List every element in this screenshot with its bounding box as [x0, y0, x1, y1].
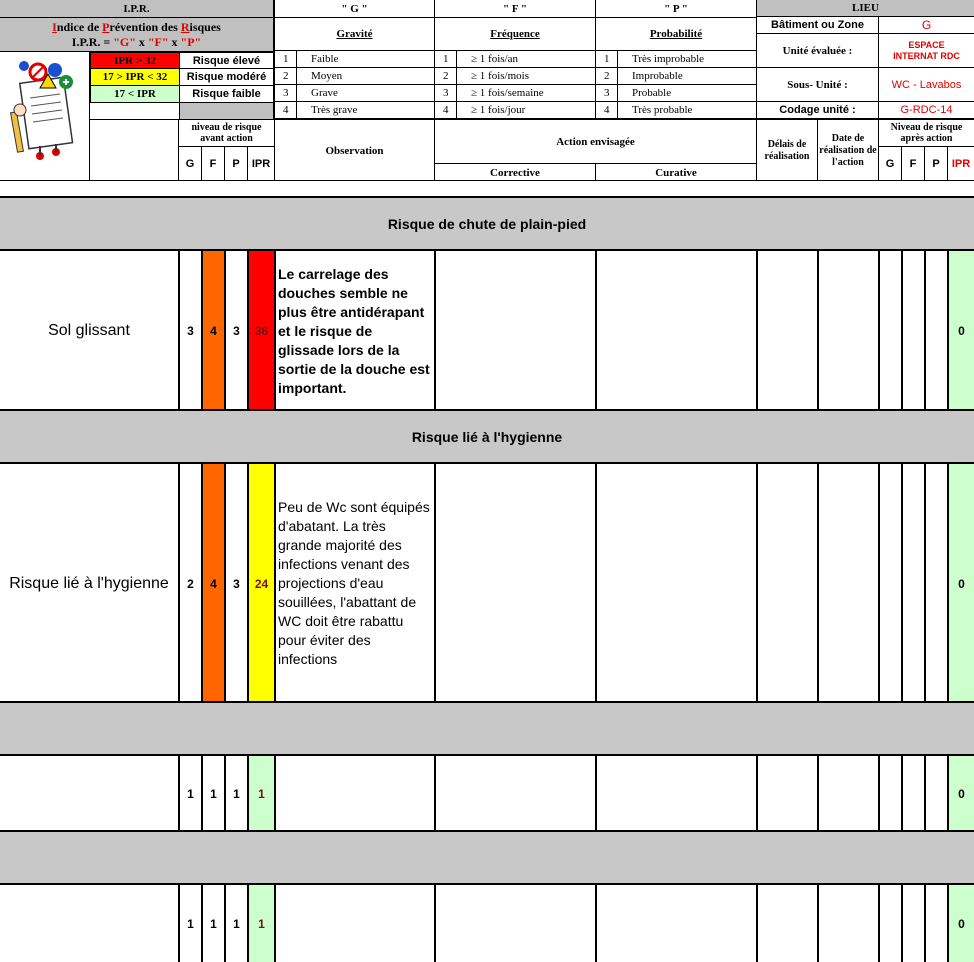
ipr-formula: I.P.R. = "G" x "F" x "P" — [71, 35, 202, 49]
ipr-title: I.P.R. — [0, 0, 274, 18]
score-p: 3 — [233, 576, 240, 591]
scale-description: Faible — [311, 53, 339, 65]
legend-label-low: Risque faible — [179, 85, 274, 103]
score-f: 4 — [210, 576, 217, 591]
sous-unite-value: WC - Lavabos — [878, 68, 974, 102]
lieu-title: LIEU — [756, 0, 974, 17]
codage-label: Codage unité : — [756, 102, 878, 119]
score-g: 1 — [187, 916, 194, 931]
scale-description: Improbable — [632, 70, 683, 82]
cell-g — [178, 464, 201, 703]
scale-gravite-row — [274, 51, 434, 68]
observation-text: Le carrelage des douches semble ne plus être antidérapant et le risque de glissade lors de la sortie de la douche est important. — [278, 265, 430, 396]
cell-ipr2 — [947, 885, 974, 962]
col-p-after: P — [924, 147, 947, 181]
unite-value: ESPACE INTERNAT RDC — [878, 34, 974, 68]
score-f: 1 — [210, 916, 217, 931]
section-header: Risque de chute de plain-pied — [0, 196, 974, 249]
sous-unite-label: Sous- Unité : — [756, 68, 878, 102]
ipr-description — [0, 18, 274, 52]
cell-p — [224, 464, 247, 703]
scale-gravite-row — [274, 85, 434, 102]
cell-delais — [756, 251, 817, 411]
unite-label: Unité évaluée : — [756, 34, 878, 68]
score-ipr: 24 — [254, 576, 269, 591]
cell-ipr2 — [947, 251, 974, 411]
cell-g2 — [878, 251, 901, 411]
score-ipr: 1 — [258, 787, 265, 801]
cell-ipr — [247, 885, 274, 962]
scale-level: 3 — [275, 85, 297, 101]
legend-range-low: 17 < IPR — [90, 85, 180, 103]
scale-level: 3 — [596, 85, 618, 101]
scale-gravite-row — [274, 68, 434, 85]
cell-curative — [595, 464, 756, 703]
cell-observation — [274, 885, 434, 962]
score-g: 2 — [187, 576, 194, 591]
scale-frequence-title: Fréquence — [434, 18, 595, 51]
cell-g2 — [878, 756, 901, 832]
col-corrective: Corrective — [434, 164, 595, 181]
scale-frequence-row — [434, 102, 595, 119]
cell-g — [178, 251, 201, 411]
cell-delais — [756, 756, 817, 832]
cell-observation — [274, 464, 434, 703]
scale-level: 1 — [435, 51, 457, 67]
cell-ipr — [247, 756, 274, 832]
cell-p2 — [924, 251, 947, 411]
ipr-legend — [90, 52, 274, 120]
col-date: Date de réalisation de l'action — [817, 120, 878, 181]
cell-f — [201, 464, 224, 703]
scale-description: ≥ 1 fois/semaine — [471, 87, 544, 99]
scale-frequence-row — [434, 68, 595, 85]
col-ipr: IPR — [247, 147, 274, 181]
observation-text: Peu de Wc sont équipés d'abatant. La très grande majorité des infections venant des projections d'eau souillées, l'abattant de WC doit être rabattu pour éviter des infections — [278, 499, 430, 667]
col-observation: Observation — [274, 120, 434, 181]
cell-g — [178, 756, 201, 832]
table-row — [0, 249, 974, 409]
scale-level: 1 — [596, 51, 618, 67]
score-ipr-after: 0 — [958, 916, 965, 931]
scale-probabilite-row — [595, 51, 756, 68]
scale-probabilite-row — [595, 85, 756, 102]
score-ipr-after: 0 — [958, 324, 965, 338]
cell-f2 — [901, 464, 924, 703]
col-niveau-avant: niveau de risque avant action — [178, 120, 274, 147]
col-p: P — [224, 147, 247, 181]
cell-delais — [756, 464, 817, 703]
cell-risk — [0, 251, 178, 411]
score-g: 3 — [187, 324, 194, 338]
scale-level: 1 — [275, 51, 297, 67]
cell-risk — [0, 464, 178, 703]
scale-frequence-row — [434, 51, 595, 68]
cell-corrective — [434, 251, 595, 411]
col-g: G — [178, 147, 201, 181]
scale-description: Moyen — [311, 70, 343, 82]
scale-level: 4 — [275, 102, 297, 118]
legend-range-high: IPR > 32 — [90, 52, 180, 69]
cell-p2 — [924, 885, 947, 962]
scale-level: 4 — [435, 102, 457, 118]
scale-level: 2 — [275, 68, 297, 84]
score-ipr-after: 0 — [958, 576, 965, 591]
safety-mascot-logo — [0, 52, 90, 180]
section-header: Risque lié à l'hygienne — [0, 409, 974, 462]
cell-delais — [756, 885, 817, 962]
column-headers — [90, 119, 974, 180]
cell-p — [224, 885, 247, 962]
score-f: 4 — [210, 324, 217, 338]
blank-row — [0, 180, 974, 196]
col-delais: Délais de réalisation — [756, 120, 817, 181]
cell-p2 — [924, 756, 947, 832]
scale-description: ≥ 1 fois/an — [471, 53, 518, 65]
score-p: 1 — [233, 787, 240, 801]
scale-description: Probable — [632, 87, 672, 99]
cell-p — [224, 756, 247, 832]
legend-label-moderate: Risque modéré — [179, 68, 274, 86]
cell-observation — [274, 756, 434, 832]
legend-blank — [179, 102, 274, 120]
legend-range-moderate: 17 > IPR < 32 — [90, 68, 180, 86]
cell-date — [817, 464, 878, 703]
batiment-label: Bâtiment ou Zone — [756, 17, 878, 34]
score-ipr: 36 — [254, 324, 269, 338]
section-header — [0, 830, 974, 883]
scale-level: 3 — [435, 85, 457, 101]
scale-description: ≥ 1 fois/mois — [471, 70, 529, 82]
col-ipr-after: IPR — [947, 147, 974, 181]
score-p: 3 — [233, 324, 240, 338]
cell-p2 — [924, 464, 947, 703]
legend-label-high: Risque élevé — [179, 52, 274, 69]
scale-description: ≥ 1 fois/jour — [471, 104, 526, 116]
cell-ipr2 — [947, 756, 974, 832]
cell-date — [817, 251, 878, 411]
scale-gravite-title: Gravité — [274, 18, 434, 51]
batiment-value: G — [878, 17, 974, 34]
cell-ipr — [247, 464, 274, 703]
ipr-index-line: Indice de Prévention des Risques — [52, 20, 221, 34]
col-f: F — [201, 147, 224, 181]
cell-risk — [0, 885, 178, 962]
cell-ipr — [247, 251, 274, 411]
cell-curative — [595, 885, 756, 962]
scale-probabilite-row — [595, 102, 756, 119]
col-action: Action envisagée — [434, 120, 756, 164]
table-row — [0, 883, 974, 960]
cell-corrective — [434, 464, 595, 703]
scale-gravite-head: " G " — [274, 0, 434, 18]
risk-label: Risque lié à l'hygienne — [9, 574, 169, 592]
scale-probabilite-title: Probabilité — [595, 18, 756, 51]
score-ipr-after: 0 — [958, 787, 965, 801]
score-p: 1 — [233, 916, 240, 931]
table-row — [0, 754, 974, 830]
scale-gravite-row — [274, 102, 434, 119]
scale-description: Grave — [311, 87, 338, 99]
cell-p — [224, 251, 247, 411]
scale-level: 2 — [596, 68, 618, 84]
cell-ipr2 — [947, 464, 974, 703]
scale-level: 2 — [435, 68, 457, 84]
cell-f2 — [901, 251, 924, 411]
cell-f2 — [901, 756, 924, 832]
cell-corrective — [434, 885, 595, 962]
cell-date — [817, 885, 878, 962]
col-niveau-apres: Niveau de risque après action — [878, 120, 974, 147]
cell-corrective — [434, 756, 595, 832]
cell-f — [201, 885, 224, 962]
cell-f — [201, 251, 224, 411]
cell-g — [178, 885, 201, 962]
scale-frequence-row — [434, 85, 595, 102]
table-row — [0, 462, 974, 701]
col-g-after: G — [878, 147, 901, 181]
cell-g2 — [878, 885, 901, 962]
codage-value: G-RDC-14 — [878, 102, 974, 119]
scale-description: Très grave — [311, 104, 358, 116]
cell-f — [201, 756, 224, 832]
risk-label: Sol glissant — [48, 322, 130, 339]
cell-g2 — [878, 464, 901, 703]
scale-level: 4 — [596, 102, 618, 118]
score-ipr: 1 — [258, 916, 265, 931]
scale-description: Très improbable — [632, 53, 705, 65]
cell-curative — [595, 251, 756, 411]
cell-observation — [274, 251, 434, 411]
cell-risk — [0, 756, 178, 832]
scale-probabilite-row — [595, 68, 756, 85]
cell-curative — [595, 756, 756, 832]
cell-date — [817, 756, 878, 832]
col-f-after: F — [901, 147, 924, 181]
score-g: 1 — [187, 787, 194, 801]
section-header — [0, 701, 974, 754]
scale-probabilite-head: " P " — [595, 0, 756, 18]
cell-f2 — [901, 885, 924, 962]
col-curative: Curative — [595, 164, 756, 181]
scale-frequence-head: " F " — [434, 0, 595, 18]
scale-description: Très probable — [632, 104, 693, 116]
score-f: 1 — [210, 787, 217, 801]
